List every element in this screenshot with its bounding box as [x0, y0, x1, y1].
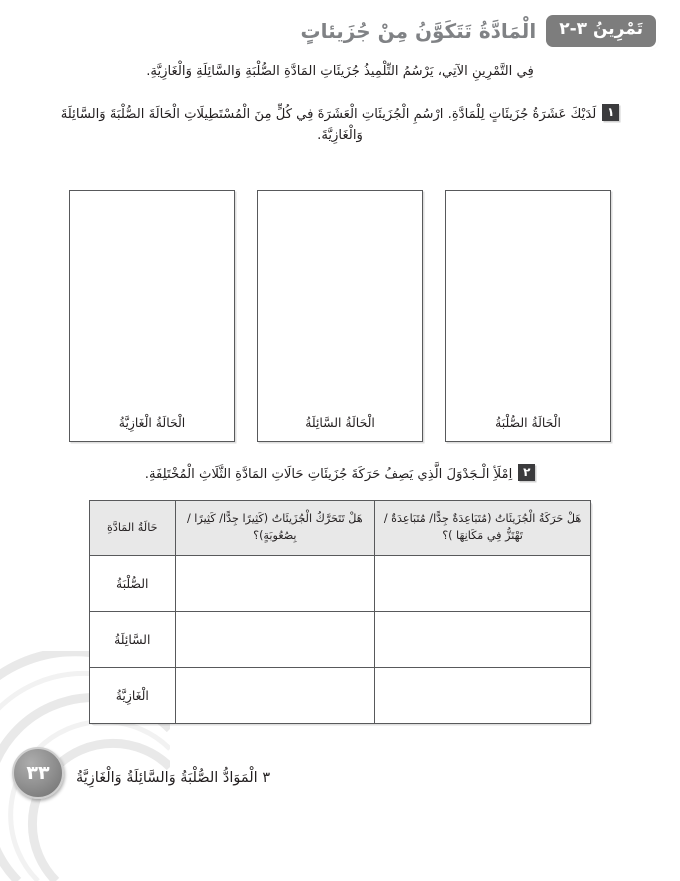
page-header — [24, 11, 656, 51]
drawing-box-gas[interactable] — [69, 190, 235, 442]
table-header-row — [90, 501, 591, 556]
question-2-text-line — [46, 464, 634, 485]
cell-state-solid: الصُّلْبَةُ — [90, 556, 176, 612]
intro-paragraph: فِي التَّمْرِينِ الآتِي، يَرْسُمُ التِّلْمِيذُ جُزَيئَاتِ المَادَّةِ الصُّلْبَةِ وَالسَّائِلَةِ وَالْغَازِيَّةِ. — [146, 64, 534, 79]
cell-state-gas: الْغَازِيَّةُ — [90, 668, 176, 724]
cell-state-liquid: السَّائِلَةُ — [90, 612, 176, 668]
question-2-text: اِمْلَأِ الْـجَدْوَلَ الَّذِي يَصِفُ حَرَكَةَ جُزَيئَاتِ حَالَاتِ المَادَّةِ الثَّلَاثِ الْمُخْتَلِفَةِ. — [144, 467, 513, 482]
drawing-box-gas-label: الْحَالَةُ الْغَازِيَّةُ — [118, 414, 186, 430]
table-row — [90, 668, 591, 724]
drawing-box-solid-label: الْحَالَةُ الصُّلْبَةُ — [495, 414, 561, 430]
table-row — [90, 612, 591, 668]
page-title: الْمَادَّةُ تَتَكَوَّنُ مِنْ جُزَيئاتٍ — [300, 19, 537, 43]
question-2 — [46, 464, 634, 485]
cell-spacing-liquid[interactable] — [375, 612, 591, 668]
question-1-text-line — [46, 104, 634, 147]
cell-movement-solid[interactable] — [175, 556, 375, 612]
cell-movement-liquid[interactable] — [175, 612, 375, 668]
states-table — [89, 500, 591, 724]
question-2-marker: ٢ — [518, 464, 535, 481]
cell-spacing-solid[interactable] — [375, 556, 591, 612]
states-table-container — [89, 500, 591, 724]
table-header-movement: هَلْ تَتَحَرَّكُ الْجُزَيئَاتُ (كَثِيرًا جِدًّا/ كَثِيرًا / بِصُعُوبَةٍ)؟ — [175, 501, 375, 556]
table-row — [90, 556, 591, 612]
footer-chapter-title: ٣ الْمَوَادُّ الصُّلْبَةُ وَالسَّائِلَةُ وَالْغَازِيَّةُ — [76, 769, 271, 786]
page-number-badge: ٣٣ — [12, 747, 64, 799]
question-1-text: لَدَيْكَ عَشَرَةُ جُزَيئَاتٍ لِلْمَادَّةِ. ارْسُمِ الْجُزَيئَاتِ الْعَشَرَةَ فِي كُلٍّ مِنَ الْمُسْتَطِيلَاتِ الْحَالَةَ الصُّلْبَةَ وَالسَّائِلَةَ وَالْغَازِيَّةَ. — [60, 107, 597, 144]
drawing-box-liquid[interactable] — [257, 190, 423, 442]
page-footer — [0, 733, 680, 811]
exercise-badge: تَمْرِينُ ٣-٢ — [546, 15, 656, 46]
drawing-box-solid[interactable] — [445, 190, 611, 442]
table-header-spacing: هَلْ حَرَكَةُ الْجُزَيئَاتُ (مُتَبَاعِدَةٌ جِدًّا/ مُتَبَاعِدَةٌ / تَهْتَزُّ فِي مَكَانِهَا )؟ — [375, 501, 591, 556]
question-1-marker: ١ — [602, 104, 619, 121]
state-drawing-boxes — [69, 190, 611, 442]
cell-spacing-gas[interactable] — [375, 668, 591, 724]
drawing-box-liquid-label: الْحَالَةُ السَّائِلَةُ — [305, 414, 375, 430]
cell-movement-gas[interactable] — [175, 668, 375, 724]
question-1 — [46, 104, 634, 147]
table-header-state: حَالَةُ المَادَّةِ — [90, 501, 176, 556]
